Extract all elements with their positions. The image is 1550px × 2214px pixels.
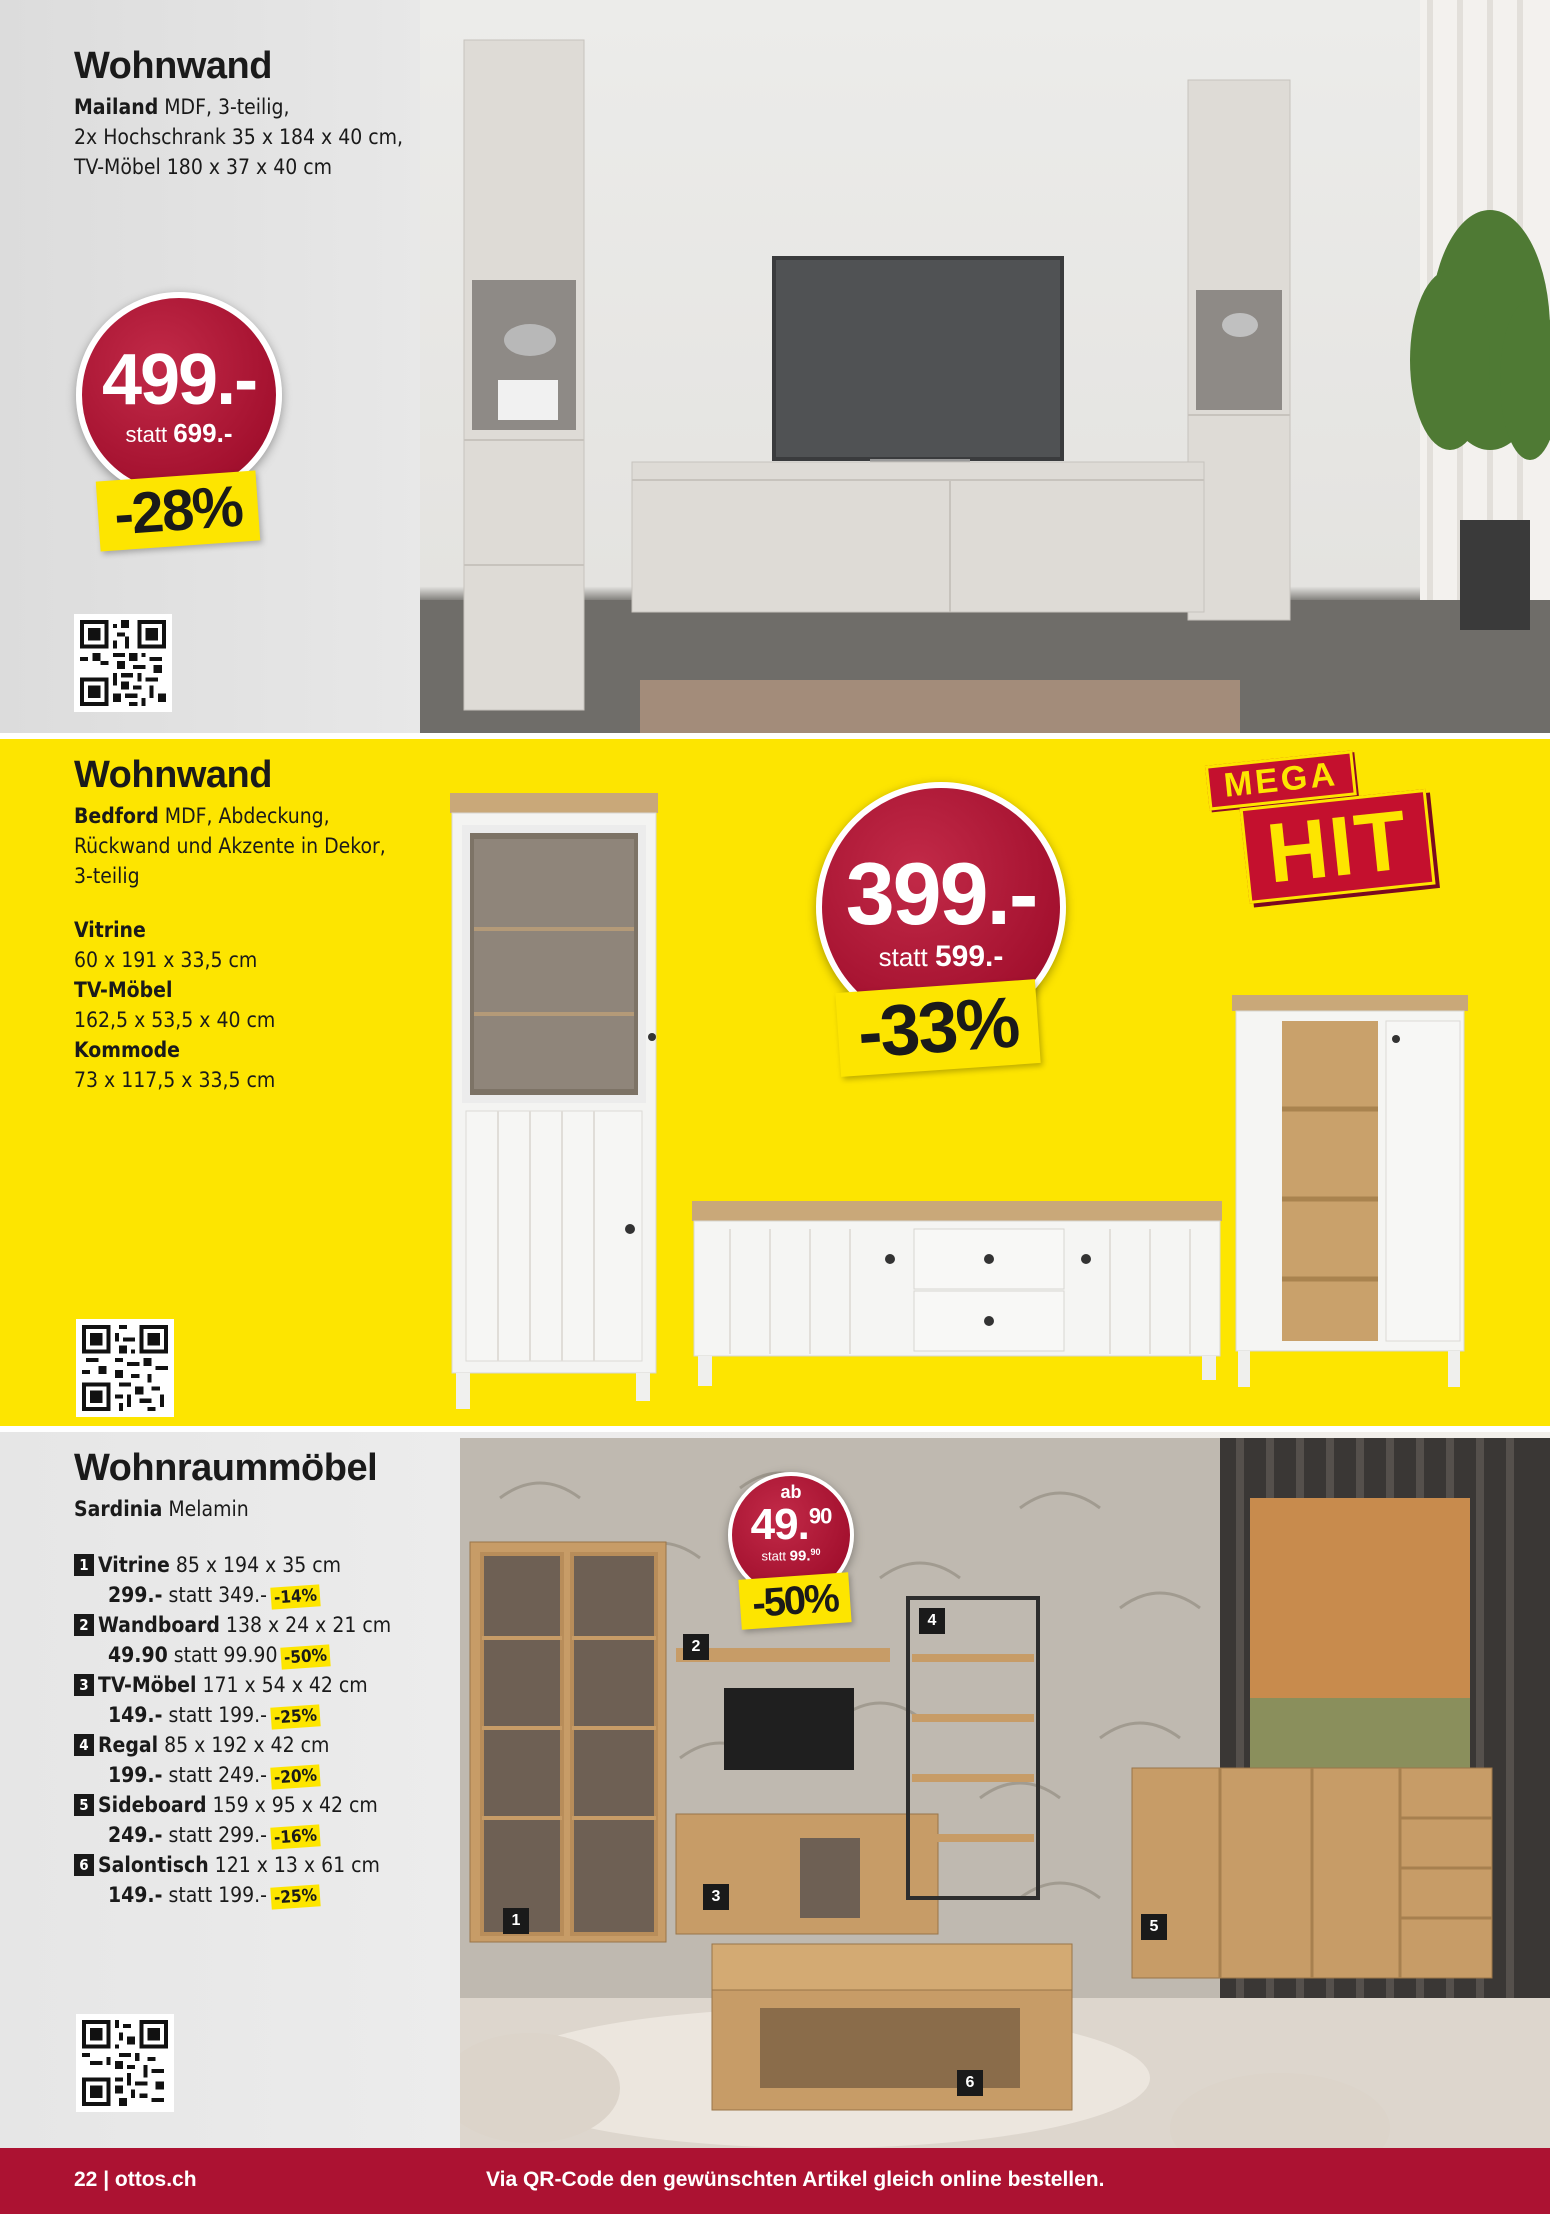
spec-dims: 162,5 x 53,5 x 40 cm xyxy=(74,1007,276,1032)
item-number: 1 xyxy=(74,1554,94,1576)
price-value: 49.90 xyxy=(750,1500,832,1549)
item-old-price: statt 99.90 xyxy=(173,1643,278,1667)
model-name: Mailand xyxy=(74,94,159,119)
item-price: 149.- xyxy=(108,1883,163,1907)
discount-tag: -28% xyxy=(96,471,260,552)
product-text-bedford xyxy=(74,755,414,1095)
discount-tag: -33% xyxy=(835,979,1040,1077)
product-headline: Wohnwand xyxy=(74,45,272,87)
item-badge-3: 3 xyxy=(703,1884,729,1910)
price-prefix: ab xyxy=(780,1482,802,1502)
item-dims: 85 x 194 x 35 cm xyxy=(175,1553,342,1577)
old-price: statt 599.- xyxy=(878,940,1004,973)
item-number: 6 xyxy=(74,1854,94,1876)
qr-code[interactable] xyxy=(74,614,172,712)
offer-wohnwand-bedford xyxy=(0,733,1550,1432)
item-number: 4 xyxy=(74,1734,94,1756)
item-discount: -20% xyxy=(270,1764,320,1789)
item-badge-5: 5 xyxy=(1141,1914,1167,1940)
product-text-mailand xyxy=(74,46,414,182)
item-old-price: statt 199.- xyxy=(168,1703,267,1727)
item-dims: 171 x 54 x 42 cm xyxy=(202,1673,368,1697)
desc-line-3: 3-teilig xyxy=(74,863,140,888)
qr-code[interactable] xyxy=(76,1319,174,1417)
item-discount: -16% xyxy=(270,1824,320,1849)
item-price: 199.- xyxy=(108,1763,163,1787)
item-name: Wandboard xyxy=(98,1613,220,1637)
item-price: 299.- xyxy=(108,1583,163,1607)
model-name: Bedford xyxy=(74,803,159,828)
item-name: TV-Möbel xyxy=(98,1673,197,1697)
item-badge-4: 4 xyxy=(919,1608,945,1634)
list-item xyxy=(74,1610,434,1670)
spec-list xyxy=(74,915,414,1095)
item-old-price: statt 299.- xyxy=(168,1823,267,1847)
item-name: Salontisch xyxy=(98,1853,209,1877)
price-value: 499.- xyxy=(101,340,257,420)
page-footer xyxy=(0,2148,1550,2214)
list-item xyxy=(74,1850,434,1910)
product-image-mailand xyxy=(420,0,1550,733)
product-headline: Wohnraummöbel xyxy=(74,1447,378,1489)
price-value: 399.- xyxy=(845,844,1037,943)
desc-line-2: Rückwand und Akzente in Dekor, xyxy=(74,833,386,858)
item-dims: 85 x 192 x 42 cm xyxy=(164,1733,330,1757)
item-price: 49.90 xyxy=(108,1643,168,1667)
item-price: 149.- xyxy=(108,1703,163,1727)
item-dims: 159 x 95 x 42 cm xyxy=(212,1793,378,1817)
footer-message: Via QR-Code den gewünschten Artikel gleich online bestellen. xyxy=(486,2168,1105,2191)
list-item xyxy=(74,1670,434,1730)
item-number: 2 xyxy=(74,1614,94,1636)
hit-label: HIT xyxy=(1240,789,1436,904)
item-old-price: statt 249.- xyxy=(168,1763,267,1787)
desc-line-1: MDF, 3-teilig, xyxy=(164,94,290,119)
item-name: Vitrine xyxy=(98,1553,170,1577)
desc-line-3: TV-Möbel 180 x 37 x 40 cm xyxy=(74,154,333,179)
desc-line-1: MDF, Abdeckung, xyxy=(164,803,330,828)
product-image-sardinia xyxy=(460,1438,1550,2148)
item-discount: -25% xyxy=(270,1704,320,1729)
list-item xyxy=(74,1550,434,1610)
old-price: statt 699.- xyxy=(125,418,233,448)
mega-label: MEGA xyxy=(1205,750,1357,810)
item-name: Sideboard xyxy=(98,1793,207,1817)
product-description xyxy=(74,92,414,182)
product-description xyxy=(74,1494,414,1524)
item-discount: -25% xyxy=(270,1884,320,1909)
item-badge-6: 6 xyxy=(957,2070,983,2096)
item-discount: -50% xyxy=(281,1644,331,1669)
product-text-sardinia xyxy=(74,1448,414,1524)
spec-label: Kommode xyxy=(74,1037,180,1062)
page-number: 22 | ottos.ch xyxy=(74,2168,197,2191)
item-badge-2: 2 xyxy=(683,1634,709,1660)
item-number: 5 xyxy=(74,1794,94,1816)
item-price: 249.- xyxy=(108,1823,163,1847)
spec-dims: 73 x 117,5 x 33,5 cm xyxy=(74,1067,276,1092)
product-description xyxy=(74,801,414,891)
model-name: Sardinia xyxy=(74,1496,163,1521)
item-old-price: statt 349.- xyxy=(168,1583,267,1607)
list-item xyxy=(74,1730,434,1790)
offer-wohnwand-mailand xyxy=(0,0,1550,733)
spec-label: Vitrine xyxy=(74,917,146,942)
offer-sardinia xyxy=(0,1432,1550,2148)
item-name: Regal xyxy=(98,1733,159,1757)
mega-hit-badge xyxy=(1193,736,1507,917)
item-dims: 121 x 13 x 61 cm xyxy=(214,1853,380,1877)
item-discount: -14% xyxy=(270,1584,320,1609)
desc-line-2: 2x Hochschrank 35 x 184 x 40 cm, xyxy=(74,124,404,149)
desc-line-1: Melamin xyxy=(168,1496,249,1521)
spec-label: TV-Möbel xyxy=(74,977,173,1002)
list-item xyxy=(74,1790,434,1850)
item-number: 3 xyxy=(74,1674,94,1696)
item-list xyxy=(74,1550,434,1910)
qr-code[interactable] xyxy=(76,2014,174,2112)
item-badge-1: 1 xyxy=(503,1908,529,1934)
discount-tag: -50% xyxy=(738,1572,851,1630)
spec-dims: 60 x 191 x 33,5 cm xyxy=(74,947,258,972)
old-price: statt 99.90 xyxy=(761,1547,821,1565)
item-old-price: statt 199.- xyxy=(168,1883,267,1907)
item-dims: 138 x 24 x 21 cm xyxy=(225,1613,392,1637)
product-headline: Wohnwand xyxy=(74,754,272,796)
price-circle xyxy=(76,292,282,498)
